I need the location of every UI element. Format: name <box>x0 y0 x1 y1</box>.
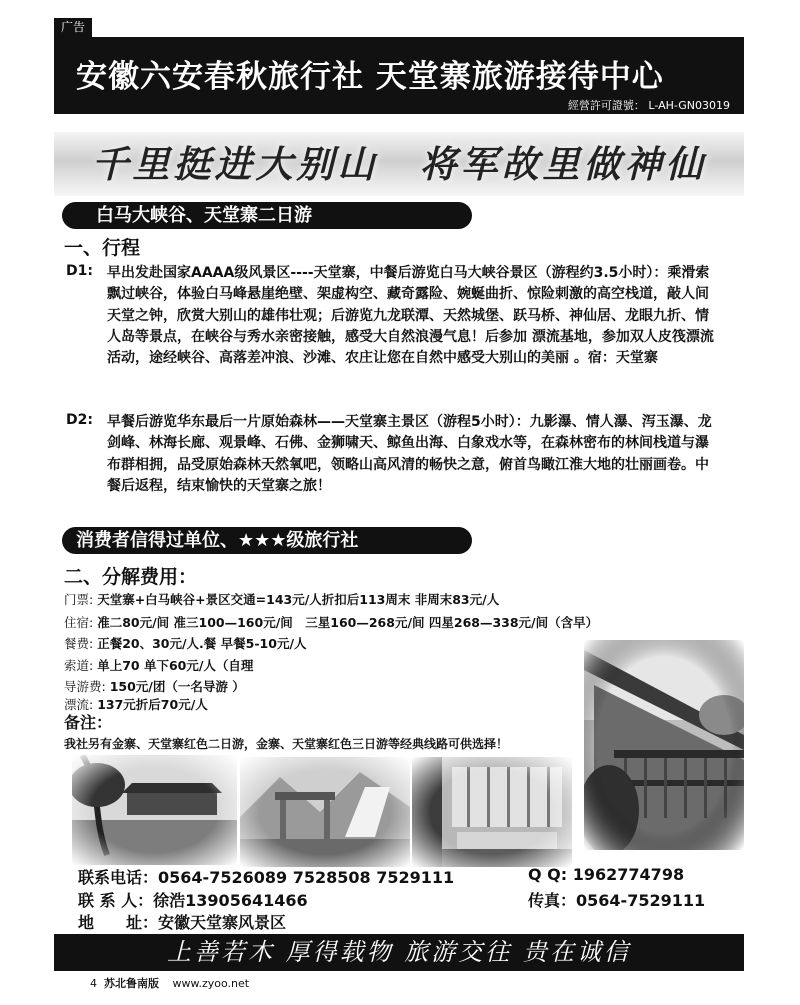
day1-text: 早出发赴国家AAAA级风景区----天堂寨，中餐后游览白马大峡谷景区（游程约3.5小时）：乘滑索飘过峡谷，体验白马峰悬崖绝壁、架虚构空、藏奇露险、婉蜒曲折、惊险刺激的高空栈道，敲人间天堂之钟，欣赏大别山的雄伟壮观；后游览九龙联潭、天然城堡、跃马桥、神仙居、龙眼九折、情人岛等景点，在峡谷与秀水亲密接触，感受大自然浪漫气息！后参加 漂流基地，参加双人皮筏漂流活动，途经峡谷、高落差冲浪、沙滩、农庄让您在自然中感受大别山的美丽 。宿：天堂寨 <box>107 265 714 367</box>
itinerary-heading: 一、行程 <box>64 237 141 259</box>
fee-value: 准二80元/间 准三100—160元/间 三星160—268元/间 四星268—338元/间（含早） <box>97 615 599 630</box>
edition-label: 苏北鲁南版 <box>104 977 159 990</box>
address-value: 安徽天堂寨风景区 <box>158 913 287 932</box>
header-bar <box>54 37 744 114</box>
slogan-banner: 千里挺进大别山 将军故里做神仙 <box>54 132 744 196</box>
lodge-photo <box>584 640 744 850</box>
gate-photo <box>240 757 410 867</box>
note-text: 我社另有金寨、天堂寨红色二日游，金寨、天堂寨红色三日游等经典线路可供选择！ <box>64 737 509 751</box>
lodge-photo-graphic <box>584 640 744 850</box>
person-value: 徐浩13905641466 <box>153 891 308 910</box>
license-number: 經營許可證號： L-AH-GN03019 <box>567 99 730 112</box>
lake-pavilion-graphic <box>72 755 237 865</box>
fee-row-tickets <box>64 590 499 608</box>
fee-label: 导游费: <box>64 679 106 694</box>
interior-graphic <box>412 757 572 867</box>
fee-value: 150元/团（一名导游 ） <box>109 679 245 694</box>
qq-number: 1962774798 <box>572 865 685 884</box>
person-line <box>78 888 308 911</box>
fax-line <box>528 888 705 911</box>
fax-number: 0564-7529111 <box>576 891 706 910</box>
address-line <box>78 910 286 933</box>
fee-value: 单上70 单下60元/人（自理 <box>97 658 254 673</box>
day1-label: D1: <box>66 263 93 279</box>
bottom-slogan-bar: 上善若木 厚得载物 旅游交往 贵在诚信 <box>54 934 744 971</box>
fee-row-meals <box>64 634 307 652</box>
fee-label: 漂流: <box>64 697 94 712</box>
note-heading: 备注： <box>64 713 113 732</box>
fee-value: 正餐20、30元/人.餐 早餐5-10元/人 <box>97 636 307 651</box>
fee-label: 餐费: <box>64 636 94 651</box>
fees-heading: 二、分解费用： <box>64 566 198 588</box>
phone-label: 联系电话： <box>78 868 159 887</box>
fee-label: 索道: <box>64 658 94 673</box>
address-label: 地 址： <box>78 913 159 932</box>
day2-label: D2: <box>66 412 93 428</box>
day2-text: 早餐后游览华东最后一片原始森林——天堂寨主景区（游程5小时）：九影瀑、情人瀑、泻玉瀑、龙剑峰、林海长廊、观景峰、石佛、金狮啸天、鲸鱼出海、白象戏水等，在森林密布的林间栈道与瀑布群相拥，品受原始森林天然氧吧，领略山高风清的畅快之意，俯首鸟瞰江淮大地的壮丽画卷。中餐后返程，结束愉快的天堂寨之旅！ <box>107 414 712 494</box>
gate-graphic <box>240 757 410 867</box>
fax-label: 传真： <box>528 891 577 910</box>
page-number: 4 <box>90 977 97 990</box>
fee-row-lodging <box>64 613 598 631</box>
fee-row-guide <box>64 677 245 695</box>
qq-line <box>528 865 684 884</box>
agency-title: 安徽六安春秋旅行社 天堂寨旅游接待中心 <box>76 59 664 95</box>
person-label: 联 系 人： <box>78 891 154 910</box>
phone-line <box>78 865 454 888</box>
fee-value: 天堂寨+白马峡谷+景区交通=143元/人折扣后113周末 非周末83元/人 <box>97 592 500 607</box>
fee-row-cableway <box>64 656 253 674</box>
fee-label: 住宿: <box>64 615 94 630</box>
fee-label: 门票: <box>64 592 94 607</box>
phone-numbers: 0564-7526089 7528508 7529111 <box>158 868 455 887</box>
fee-value: 137元折后70元/人 <box>97 697 208 712</box>
ad-tag: 广告 <box>54 18 92 37</box>
qq-label: Q Q: <box>528 865 568 884</box>
credential-pill: 消费者信得过单位、★★★级旅行社 <box>62 527 472 554</box>
lake-pavilion-photo <box>72 755 237 865</box>
tour-title-pill: 白马大峡谷、天堂寨二日游 <box>62 202 472 229</box>
website-link[interactable]: www.zyoo.net <box>172 977 250 990</box>
page-footer <box>90 975 249 991</box>
interior-photo <box>412 757 572 867</box>
